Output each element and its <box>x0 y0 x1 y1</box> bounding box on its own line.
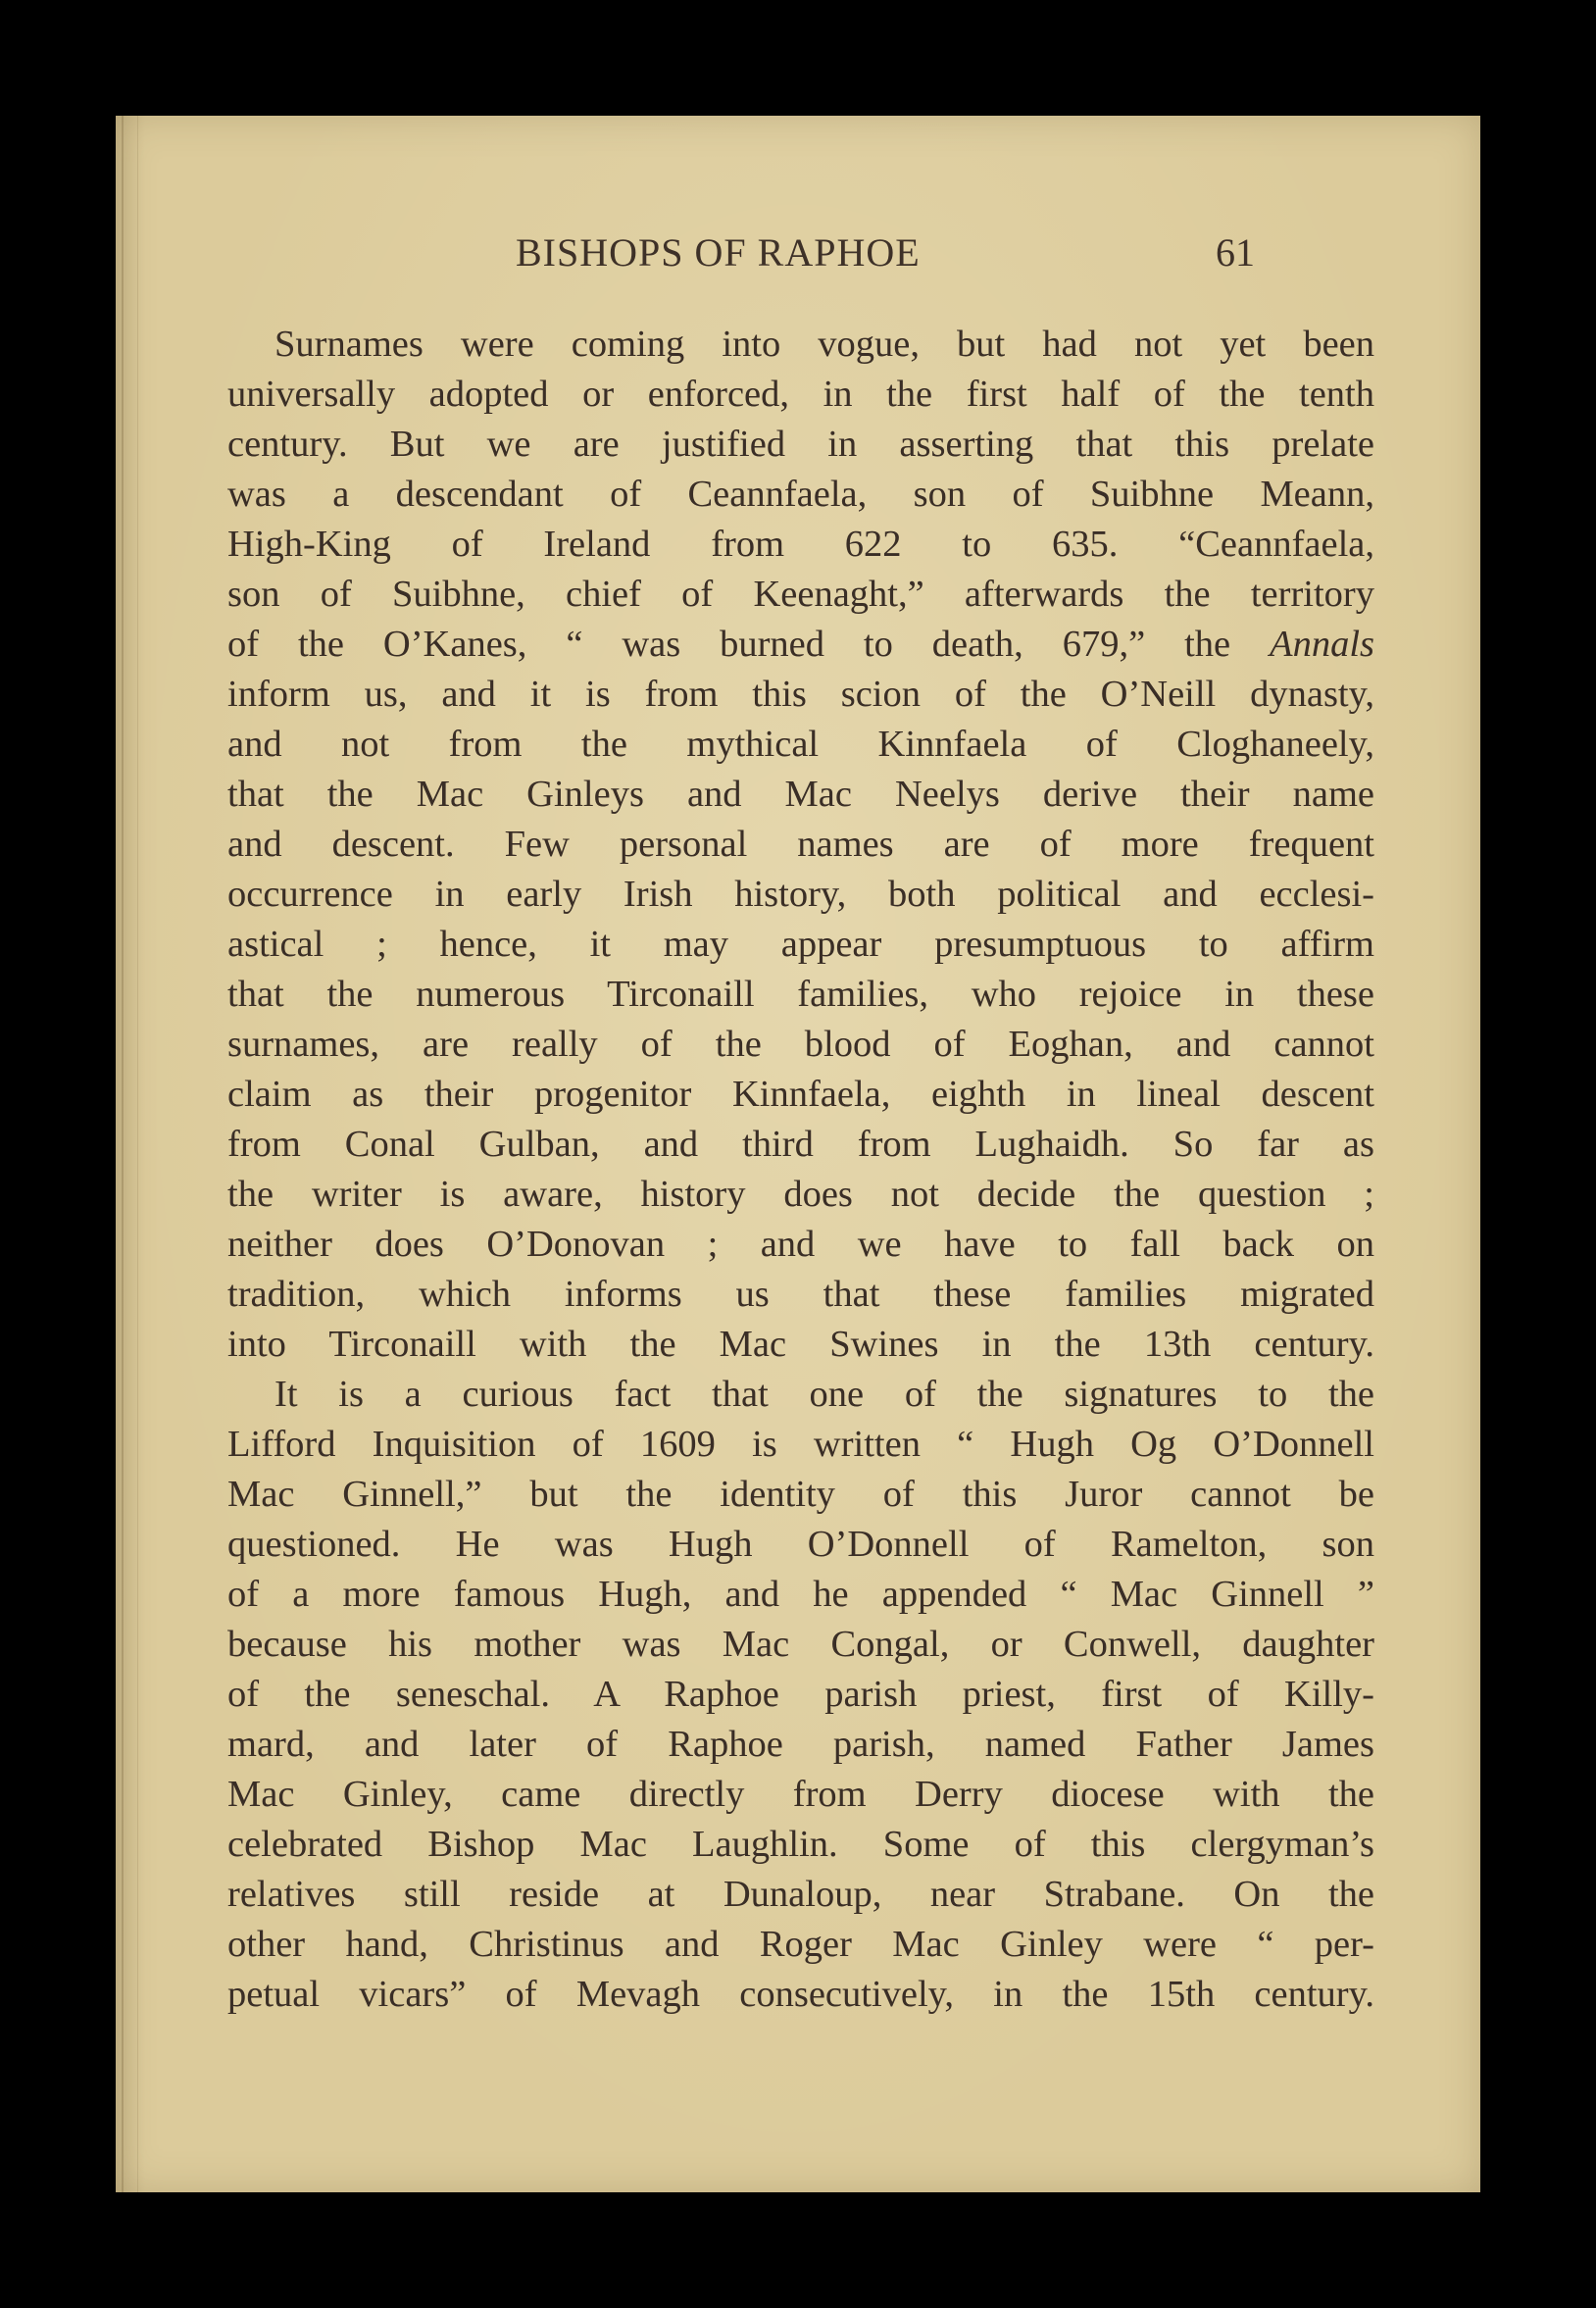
text-line: that the Mac Ginleys and Mac Neelys derive their name <box>227 774 1374 815</box>
text-line: of the seneschal. A Raphoe parish priest, first of Killy- <box>227 1674 1374 1715</box>
text-line: High-King of Ireland from 622 to 635. “Ceannfaela, <box>227 524 1374 565</box>
text-line: tradition, which informs us that these families migrated <box>227 1274 1374 1315</box>
text-line: and descent. Few personal names are of more frequent <box>227 824 1374 865</box>
text-line-segment: of the O’Kanes, “ was burned to death, 679,” the <box>227 624 1271 665</box>
text-line: mard, and later of Raphoe parish, named Father James <box>227 1724 1374 1765</box>
text-line: Surnames were coming into vogue, but had not yet been <box>274 324 1374 365</box>
text-line: the writer is aware, history does not decide the question ; <box>227 1174 1374 1215</box>
text-line: occurrence in early Irish history, both political and ecclesi- <box>227 874 1374 915</box>
text-line <box>227 620 1374 670</box>
page-gutter-edge <box>122 116 138 2192</box>
text-line: claim as their progenitor Kinnfaela, eighth in lineal descent <box>227 1074 1374 1115</box>
text-line: was a descendant of Ceannfaela, son of Suibhne Meann, <box>227 474 1374 515</box>
text-line: universally adopted or enforced, in the first half of the tenth <box>227 374 1374 415</box>
text-line: into Tirconaill with the Mac Swines in the 13th century. <box>227 1324 1374 1365</box>
text-line: son of Suibhne, chief of Keenaght,” afterwards the territory <box>227 574 1374 615</box>
text-line: Mac Ginnell,” but the identity of this Juror cannot be <box>227 1474 1374 1515</box>
text-line: and not from the mythical Kinnfaela of Cloghaneely, <box>227 724 1374 765</box>
text-line: that the numerous Tirconaill families, who rejoice in these <box>227 974 1374 1015</box>
text-line: inform us, and it is from this scion of the O’Neill dynasty, <box>227 674 1374 715</box>
text-line: relatives still reside at Dunaloup, near Strabane. On the <box>227 1874 1374 1915</box>
text-line: celebrated Bishop Mac Laughlin. Some of this clergyman’s <box>227 1824 1374 1865</box>
text-line: It is a curious fact that one of the signatures to the <box>274 1374 1374 1415</box>
book-page <box>116 116 1480 2192</box>
text-line: Mac Ginley, came directly from Derry diocese with the <box>227 1774 1374 1815</box>
text-line: questioned. He was Hugh O’Donnell of Ramelton, son <box>227 1524 1374 1565</box>
text-line: Lifford Inquisition of 1609 is written “ Hugh Og O’Donnell <box>227 1424 1374 1465</box>
running-head-title: BISHOPS OF RAPHOE <box>516 230 921 275</box>
text-line: petual vicars” of Mevagh consecutively, in the 15th century. <box>227 1974 1374 2015</box>
text-line: century. But we are justified in asserting that this prelate <box>227 424 1374 465</box>
text-line: astical ; hence, it may appear presumptuous to affirm <box>227 924 1374 965</box>
text-line: surnames, are really of the blood of Eoghan, and cannot <box>227 1024 1374 1065</box>
text-line: of a more famous Hugh, and he appended “ Mac Ginnell ” <box>227 1574 1374 1615</box>
running-head <box>116 229 1480 288</box>
italic-word-annals: Annals <box>1270 624 1374 665</box>
text-line: neither does O’Donovan ; and we have to fall back on <box>227 1224 1374 1265</box>
text-line: other hand, Christinus and Roger Mac Ginley were “ per- <box>227 1924 1374 1965</box>
text-line: from Conal Gulban, and third from Lughaidh. So far as <box>227 1124 1374 1165</box>
text-line: because his mother was Mac Congal, or Conwell, daughter <box>227 1624 1374 1665</box>
page-number: 61 <box>1216 230 1255 275</box>
